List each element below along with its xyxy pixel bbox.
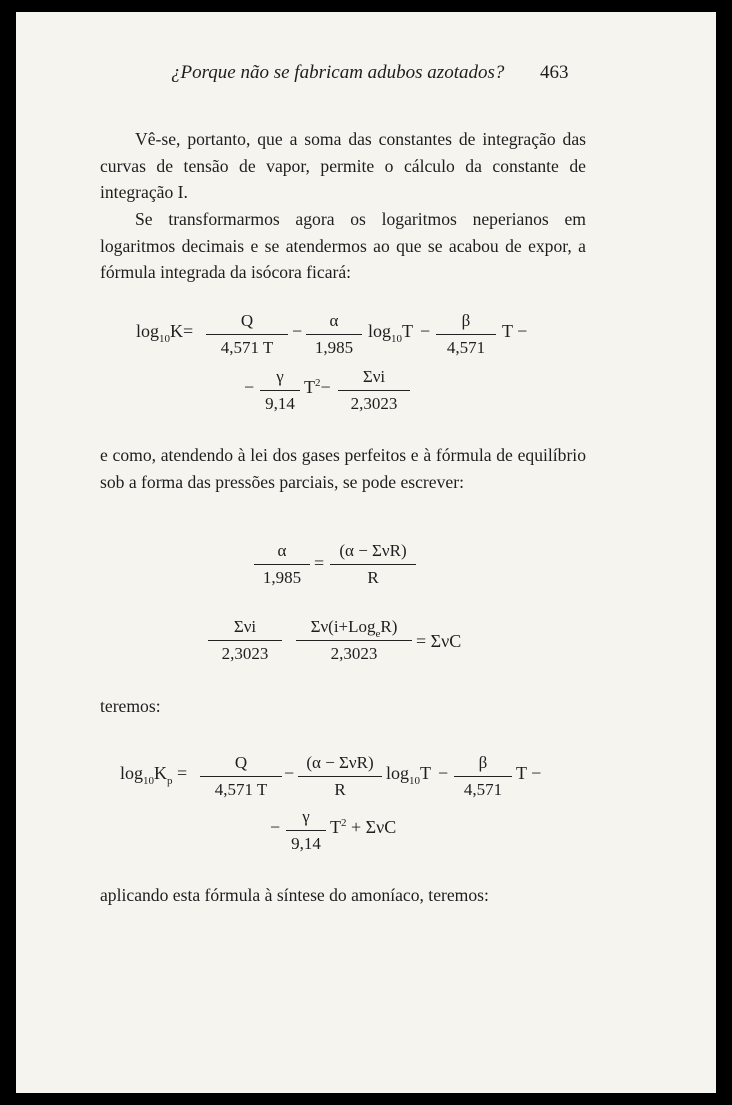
fraction-alpha-over-1985: α 1,985 bbox=[306, 312, 362, 358]
fraction-gamma-over-914: γ 9,14 bbox=[286, 808, 326, 854]
paragraph-5: aplicando esta fórmula à síntese do amoníaco, teremos: bbox=[100, 885, 489, 905]
paragraph-3: e como, atendendo à lei dos gases perfeitos e à fórmula de equilíbrio sob a forma das pressões parciais, se pode escrever: bbox=[100, 445, 586, 492]
log10-t-term: $\log_{10}T$ bbox=[386, 763, 432, 787]
log-label: log bbox=[136, 321, 160, 341]
equals-sign: = bbox=[314, 553, 325, 573]
book-page bbox=[16, 12, 716, 1093]
formula1-lhs bbox=[136, 321, 194, 345]
t-squared-plus-sumvc: $T^2 + \Sigma\nu C$ bbox=[330, 817, 397, 837]
formula4-lhs: $\log_{10}K_p$ = bbox=[120, 763, 188, 787]
minus-sign: − bbox=[270, 817, 281, 837]
running-header bbox=[16, 62, 716, 92]
minus-sign: − bbox=[244, 377, 255, 397]
fraction-sumvi-over-23023: Σνi 2,3023 bbox=[208, 618, 282, 664]
paragraph-2: Se transformarmos agora os logaritmos neperianos em logaritmos decimais e se atendermos ao que se acabou de expor, a fórmula integrada da isócora ficará: bbox=[100, 209, 586, 282]
fraction-gamma-over-914: γ 9,14 bbox=[260, 368, 300, 414]
fraction-alpha-over-1985: α 1,985 bbox=[254, 542, 310, 588]
fraction-sumvi-over-23023: Σνi 2,3023 bbox=[338, 368, 410, 414]
lhs-variable: K bbox=[170, 321, 184, 341]
rhs-sumvc: = ΣνC bbox=[416, 631, 462, 651]
minus-sign: − bbox=[420, 321, 431, 341]
minus-sign: − bbox=[292, 321, 303, 341]
t-squared-term: $T^2-$ bbox=[304, 377, 331, 397]
equals-sign: = bbox=[183, 321, 194, 341]
fraction-sumv-i-loge-r: Σν(i+Log$_e$R) 2,3023 bbox=[296, 618, 412, 664]
page-number: 463 bbox=[540, 62, 569, 83]
t-term: T − bbox=[516, 763, 542, 783]
fraction-alpha-minus-sumvr-over-r: (α − ΣνR) R bbox=[330, 542, 416, 588]
fraction-alpha-minus-sumvr-over-r: (α − ΣνR) R bbox=[298, 754, 382, 800]
minus-sign: − bbox=[284, 763, 295, 783]
running-title: ¿Porque não se fabricam adubos azotados? bbox=[171, 62, 505, 83]
log10-t-term: $\log_{10}T$ bbox=[368, 321, 414, 345]
t-term: T − bbox=[502, 321, 528, 341]
log-base: 10 bbox=[159, 333, 171, 345]
fraction-q-over-4571t: Q 4,571 T bbox=[200, 754, 282, 800]
paragraph-4: teremos: bbox=[100, 696, 161, 716]
paragraph-1: Vê-se, portanto, que a soma das constantes de integração das curvas de tensão de vapor, permite o cálculo da constante de integração I. bbox=[100, 129, 586, 202]
fraction-beta-over-4571: β 4,571 bbox=[436, 312, 496, 358]
minus-sign: − bbox=[438, 763, 449, 783]
fraction-beta-over-4571: β 4,571 bbox=[454, 754, 512, 800]
fraction-q-over-4571t: Q 4,571 T bbox=[206, 312, 288, 358]
